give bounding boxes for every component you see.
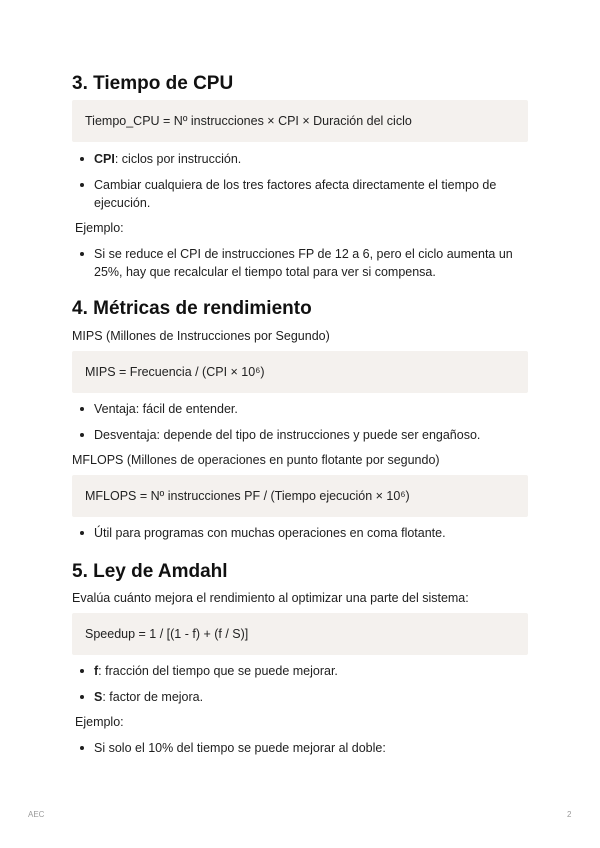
term-f: f bbox=[94, 664, 99, 678]
list-item-text: : factor de mejora. bbox=[102, 690, 204, 704]
list-item-text: Ventaja: fácil de entender. bbox=[94, 402, 238, 416]
page-number: 2 bbox=[567, 810, 572, 819]
section-title-cpu-time: 3. Tiempo de CPU bbox=[72, 73, 234, 94]
term-s: S bbox=[94, 690, 103, 704]
amdahl-intro: Evalúa cuánto mejora el rendimiento al optimizar una parte del sistema: bbox=[72, 591, 469, 605]
list-item bbox=[72, 524, 528, 542]
list-item-text: Si solo el 10% del tiempo se puede mejorar al doble: bbox=[94, 741, 386, 755]
example-list-amdahl bbox=[72, 739, 528, 765]
list-item bbox=[72, 150, 528, 168]
formula-block-mips: MIPS = Frecuencia / (CPI × 10⁶) bbox=[72, 351, 528, 393]
list-item bbox=[72, 662, 528, 680]
list-item bbox=[72, 739, 528, 757]
list-item-text: : fracción del tiempo que se puede mejorar. bbox=[98, 664, 338, 678]
list-item bbox=[72, 245, 528, 281]
section-title-amdahl: 5. Ley de Amdahl bbox=[72, 561, 228, 582]
example-label-cpu: Ejemplo: bbox=[75, 221, 124, 235]
list-item bbox=[72, 688, 528, 706]
section-title-metrics: 4. Métricas de rendimiento bbox=[72, 298, 312, 319]
list-item-text: : ciclos por instrucción. bbox=[114, 152, 242, 166]
list-item-text: Desventaja: depende del tipo de instrucciones y puede ser engañoso. bbox=[94, 428, 481, 442]
list-item-text: Si se reduce el CPI de instrucciones FP de 12 a 6, pero el ciclo aumenta un 25%, hay que recalcular el tiempo total para ver si compensa. bbox=[94, 247, 513, 279]
list-item bbox=[72, 426, 528, 444]
mflops-label: MFLOPS (Millones de operaciones en punto flotante por segundo) bbox=[72, 453, 440, 467]
formula-block-mflops: MFLOPS = Nº instrucciones PF / (Tiempo ejecución × 10⁶) bbox=[72, 475, 528, 517]
example-label-amdahl: Ejemplo: bbox=[75, 715, 124, 729]
term-cpi: CPI bbox=[94, 152, 115, 166]
list-item-text: Útil para programas con muchas operaciones en coma flotante. bbox=[94, 526, 446, 540]
list-item-text: Cambiar cualquiera de los tres factores afecta directamente el tiempo de ejecución. bbox=[94, 178, 497, 210]
list-item bbox=[72, 176, 528, 212]
list-item bbox=[72, 400, 528, 418]
bullet-list-mips bbox=[72, 400, 528, 452]
bullet-list-cpu bbox=[72, 150, 528, 220]
bullet-list-amdahl bbox=[72, 662, 528, 714]
mips-label: MIPS (Millones de Instrucciones por Segundo) bbox=[72, 329, 330, 343]
formula-block-amdahl: Speedup = 1 / [(1 - f) + (f / S)] bbox=[72, 613, 528, 655]
formula-block-cpu-time: Tiempo_CPU = Nº instrucciones × CPI × Duración del ciclo bbox=[72, 100, 528, 142]
bullet-list-mflops bbox=[72, 524, 528, 550]
example-list-cpu bbox=[72, 245, 528, 289]
footer-left-label: AEC bbox=[28, 810, 45, 819]
